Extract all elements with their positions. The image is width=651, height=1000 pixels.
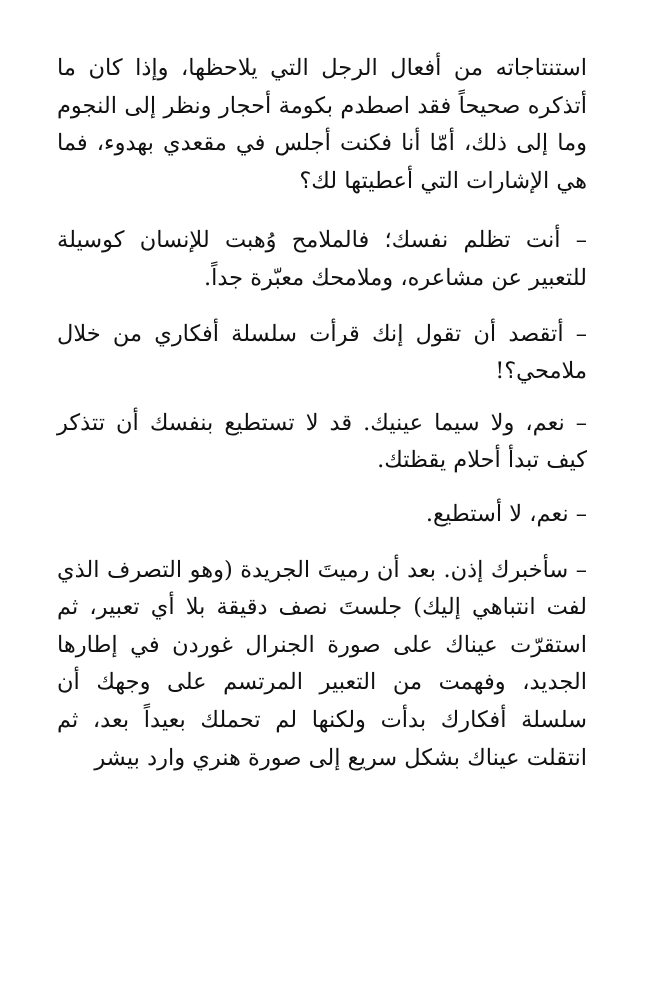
paragraph-1: استنتاجاته من أفعال الرجل التي يلاحظها، وإذا كان ما أتذكره صحيحاً فقد اصطدم بكومة أحجار ونظر إلى النجوم وما إلى ذلك، أمّا أنا فكنت أجلس في مقعدي بهدوء، فما هي الإشارات التي أعطيتها لك؟ — [57, 55, 587, 194]
paragraph-4: – نعم، ولا سيما عينيك. قد لا تستطيع بنفسك أن تتذكر كيف تبدأ أحلام يقظتك. — [57, 409, 587, 474]
text-column — [57, 50, 587, 777]
paragraph-3: – أتقصد أن تقول إنك قرأت سلسلة أفكاري من خلال ملامحي؟! — [57, 320, 587, 385]
paragraph-5: – نعم، لا أستطيع. — [425, 500, 587, 527]
paragraph-6: – سأخبرك إذن. بعد أن رميتَ الجريدة (وهو التصرف الذي لفت انتباهي إليك) جلستَ نصف دقيقة بلا أي تعبير، ثم استقرّت عيناك على صورة الجنرال غوردن في إطارها الجديد، وفهمت من التعبير المرتسم على وجهك أن سلسلة أفكارك بدأت ولكنها لم تحملك بعيداً بعد، ثم انتقلت عيناك بشكل سريع إلى صورة هنري وارد بيشر — [57, 556, 587, 771]
paragraph-2: – أنت تظلم نفسك؛ فالملامح وُهبت للإنسان كوسيلة للتعبير عن مشاعره، وملامحك معبّرة جداً. — [57, 227, 587, 291]
